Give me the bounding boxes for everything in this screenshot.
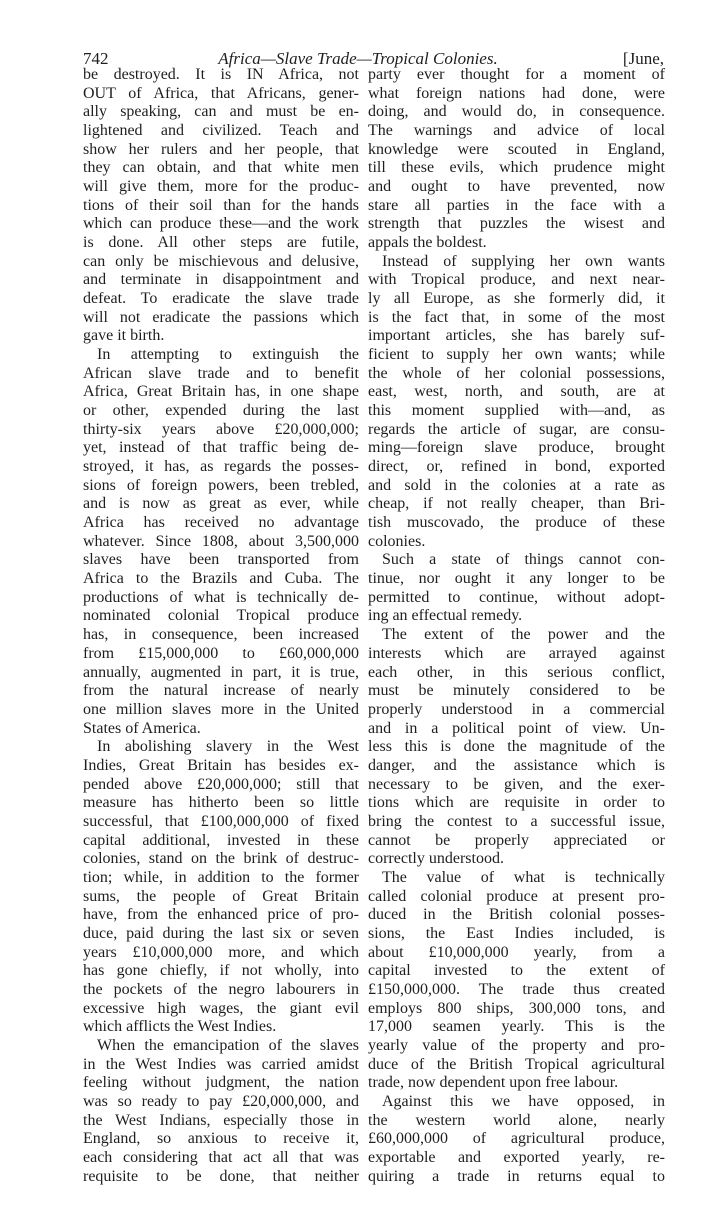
text-line: sums, the people of Great Britain <box>83 887 359 905</box>
text-line: bring the contest to a successful issue, <box>368 812 665 830</box>
right-column <box>368 66 665 1186</box>
text-line: have, from the enhanced price of pro- <box>83 906 359 924</box>
text-line: quiring a trade in returns equal to <box>368 1167 665 1185</box>
text-line: will give them, more for the produc- <box>83 178 359 196</box>
text-line: the western world alone, nearly <box>368 1111 665 1129</box>
text-line: called colonial produce at present pro- <box>368 887 665 905</box>
text-line: duced in the British colonial posses- <box>368 906 665 924</box>
text-line: regards the article of sugar, are consu- <box>368 420 665 438</box>
text-line: Africa, Great Britain has, in one shape <box>83 383 359 401</box>
text-line: what foreign nations had done, were <box>368 84 665 102</box>
text-line: colonies, stand on the brink of destruc- <box>83 850 359 868</box>
text-line: The extent of the power and the <box>382 626 665 644</box>
text-line: tions which are requisite in order to <box>368 794 665 812</box>
text-line: gave it birth. <box>83 327 165 345</box>
text-line: African slave trade and to benefit <box>83 364 359 382</box>
text-line: OUT of Africa, that Africans, gener- <box>83 84 359 102</box>
text-line: capital invested to the extent of <box>368 962 665 980</box>
text-line: till these evils, which prudence might <box>368 159 665 177</box>
text-line: yet, instead of that traffic being de- <box>83 439 359 457</box>
text-line: and sold in the colonies at a rate as <box>368 476 665 494</box>
text-line: £150,000,000. The trade thus created <box>368 980 665 998</box>
text-line: important articles, she has barely suf- <box>368 327 665 345</box>
text-line: in the West Indies was carried amidst <box>83 1055 359 1073</box>
text-line: ally speaking, can and must be en- <box>83 103 359 121</box>
text-line: with Tropical produce, and next near- <box>368 271 665 289</box>
text-line: permitted to continue, without adopt- <box>368 588 665 606</box>
text-line: about £10,000,000 yearly, from a <box>368 943 665 961</box>
text-line: party ever thought for a moment of <box>368 66 665 83</box>
text-line: ming—foreign slave produce, brought <box>368 439 665 457</box>
text-line: direct, or, refined in bond, exported <box>368 458 665 476</box>
text-line: the West Indians, especially those in <box>83 1111 359 1129</box>
text-line: Indies, Great Britain has besides ex- <box>83 756 359 774</box>
text-line: is the fact that, in some of the most <box>368 308 665 326</box>
text-line: whatever. Since 1808, about 3,500,000 <box>83 532 359 550</box>
text-line: cannot be properly appreciated or <box>368 831 665 849</box>
text-line: colonies. <box>368 532 426 550</box>
text-line: In attempting to extinguish the <box>97 346 359 364</box>
text-line: was so ready to pay £20,000,000, and <box>83 1092 359 1110</box>
text-line: annually, augmented in part, it is true, <box>83 663 359 681</box>
text-line: employs 800 ships, 300,000 tons, and <box>368 999 665 1017</box>
running-title: Africa—Slave Trade—Tropical Colonies. <box>218 49 498 68</box>
text-line: Africa to the Brazils and Cuba. The <box>83 570 359 588</box>
text-line: duce, paid during the last six or seven <box>83 924 359 942</box>
text-line: duce of the British Tropical agricultural <box>368 1055 665 1073</box>
text-line: stroyed, it has, as regards the posses- <box>83 458 359 476</box>
page-number: 742 <box>83 49 109 68</box>
text-line: can only be mischievous and delusive, <box>83 252 359 270</box>
running-month: [June, <box>622 49 664 68</box>
text-line: one million slaves more in the United <box>83 700 359 718</box>
text-line: The value of what is technically <box>382 868 665 886</box>
text-line: Instead of supplying her own wants <box>382 252 665 270</box>
text-line: pended above £20,000,000; still that <box>83 775 359 793</box>
text-line: properly understood in a commercial <box>368 700 665 718</box>
text-line: capital additional, invested in these <box>83 831 359 849</box>
text-line: from the natural increase of nearly <box>83 682 359 700</box>
text-line: lightened and civilized. Teach and <box>83 122 359 140</box>
text-line: 17,000 seamen yearly. This is the <box>368 1018 665 1036</box>
text-line: stare all parties in the face with a <box>368 196 665 214</box>
text-line: ly all Europe, as she formerly did, it <box>368 290 665 308</box>
text-line: they can obtain, and that white men <box>83 159 359 177</box>
text-line: tions of their soil than for the hands <box>83 196 359 214</box>
text-line: east, west, north, and south, are at <box>368 383 665 401</box>
text-line: sions of foreign powers, been trebled, <box>83 476 359 494</box>
text-line: England, so anxious to receive it, <box>83 1130 359 1148</box>
text-line: feeling without judgment, the nation <box>83 1074 359 1092</box>
text-line: and is now as great as ever, while <box>83 495 359 513</box>
text-line: years £10,000,000 more, and which <box>83 943 359 961</box>
text-line: knowledge were scouted in England, <box>368 140 665 158</box>
text-line: nominated colonial Tropical produce <box>83 607 359 625</box>
text-line: strength that puzzles the wisest and <box>368 215 665 233</box>
text-line: In abolishing slavery in the West <box>97 738 359 756</box>
text-line: less this is done the magnitude of the <box>368 738 665 756</box>
text-line: each considering that act all that was <box>83 1148 359 1166</box>
text-line: thirty-six years above £20,000,000; <box>83 420 359 438</box>
text-line: be destroyed. It is IN Africa, not <box>83 66 359 83</box>
text-line: appals the boldest. <box>368 234 487 252</box>
text-line: Against this we have opposed, in <box>382 1092 665 1110</box>
text-line: correctly understood. <box>368 850 504 868</box>
text-line: has, in consequence, been increased <box>83 626 359 644</box>
text-line: exportable and exported yearly, re- <box>368 1148 665 1166</box>
text-line: productions of what is technically de- <box>83 588 359 606</box>
text-line: cheap, if not really cheaper, than Bri- <box>368 495 665 513</box>
text-line: or other, expended during the last <box>83 402 359 420</box>
left-column <box>83 66 359 1186</box>
text-line: tinue, nor ought it any longer to be <box>368 570 665 588</box>
text-line: doing, and would do, in consequence. <box>368 103 665 121</box>
text-line: Africa has received no advantage <box>83 514 359 532</box>
text-line: measure has hitherto been so little <box>83 794 359 812</box>
text-line: tish muscovado, the produce of these <box>368 514 665 532</box>
text-line: which can produce these—and the work <box>83 215 359 233</box>
text-line: necessary to be given, and the exer- <box>368 775 665 793</box>
text-line: defeat. To eradicate the slave trade <box>83 290 359 308</box>
text-line: successful, that £100,000,000 of fixed <box>83 812 359 830</box>
text-line: the pockets of the negro labourers in <box>83 980 359 998</box>
text-line: and in a political point of view. Un- <box>368 719 665 737</box>
text-line: this moment supplied with—and, as <box>368 402 665 420</box>
text-line: the whole of her colonial possessions, <box>368 364 665 382</box>
text-line: show her rulers and her people, that <box>83 140 359 158</box>
text-line: ficient to supply her own wants; while <box>368 346 665 364</box>
text-line: tion; while, in addition to the former <box>83 868 359 886</box>
text-line: Such a state of things cannot con- <box>382 551 665 569</box>
text-line: sions, the East Indies included, is <box>368 924 665 942</box>
text-line: from £15,000,000 to £60,000,000 <box>83 644 359 662</box>
text-line: is done. All other steps are futile, <box>83 234 359 252</box>
text-line: must be minutely considered to be <box>368 682 665 700</box>
text-line: each other, in this serious conflict, <box>368 663 665 681</box>
text-line: has gone chiefly, if not wholly, into <box>83 962 359 980</box>
text-line: which afflicts the West Indies. <box>83 1018 277 1036</box>
text-line: When the emancipation of the slaves <box>97 1036 359 1054</box>
text-line: danger, and the assistance which is <box>368 756 665 774</box>
text-line: States of America. <box>83 719 201 737</box>
text-line: and terminate in disappointment and <box>83 271 359 289</box>
text-line: requisite to be done, that neither <box>83 1167 359 1185</box>
text-line: £60,000,000 of agricultural produce, <box>368 1130 665 1148</box>
text-line: slaves have been transported from <box>83 551 359 569</box>
text-line: excessive high wages, the giant evil <box>83 999 359 1017</box>
text-line: The warnings and advice of local <box>368 122 665 140</box>
text-line: and ought to have prevented, now <box>368 178 665 196</box>
text-line: will not eradicate the passions which <box>83 308 359 326</box>
text-line: trade, now dependent upon free labour. <box>368 1074 619 1092</box>
text-line: yearly value of the property and pro- <box>368 1036 665 1054</box>
text-line: ing an effectual remedy. <box>368 607 523 625</box>
text-line: interests which are arrayed against <box>368 644 665 662</box>
